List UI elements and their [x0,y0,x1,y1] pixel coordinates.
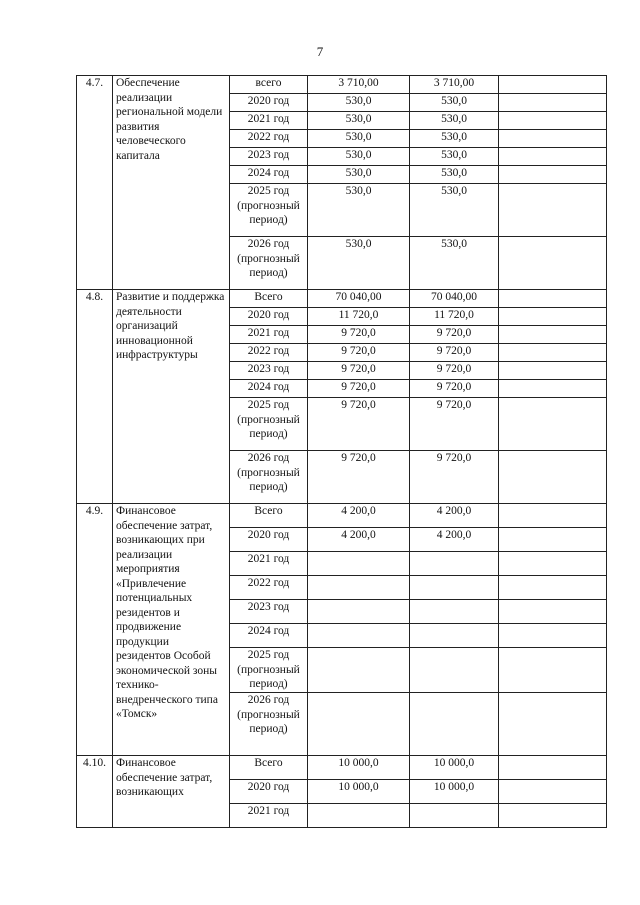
amount-cell: 530,0 [308,94,410,112]
amount-cell: 3 710,00 [410,76,499,94]
budget-table [76,75,607,828]
amount-cell: 70 040,00 [308,290,410,308]
amount-cell: 10 000,0 [410,756,499,780]
amount-cell: 11 720,0 [308,308,410,326]
empty-cell [499,362,607,380]
period-cell: 2023 год [230,148,308,166]
amount-cell: 530,0 [410,237,499,290]
amount-cell [410,600,499,624]
period-cell: 2022 год [230,130,308,148]
empty-cell [499,166,607,184]
empty-cell [499,94,607,112]
amount-cell [308,648,410,693]
amount-cell [308,576,410,600]
amount-cell: 10 000,0 [410,780,499,804]
period-cell: 2021 год [230,326,308,344]
empty-cell [499,112,607,130]
empty-cell [499,624,607,648]
empty-cell [499,184,607,237]
amount-cell: 10 000,0 [308,756,410,780]
amount-cell: 530,0 [308,237,410,290]
empty-cell [499,326,607,344]
empty-cell [499,648,607,693]
amount-cell: 530,0 [410,148,499,166]
amount-cell: 11 720,0 [410,308,499,326]
table-body [77,76,607,828]
item-name: Финансовое обеспечение затрат, возникающих при реализации мероприятия «Привлечение потенциальных резидентов и продвижение продукции резидентов Особой экономической зоны технико-внедренческого типа «Томск» [113,504,230,756]
empty-cell [499,552,607,576]
table-row [77,76,607,94]
empty-cell [499,756,607,780]
item-name: Финансовое обеспечение затрат, возникающих [113,756,230,828]
empty-cell [499,290,607,308]
amount-cell [308,600,410,624]
amount-cell: 530,0 [308,130,410,148]
item-name: Развитие и поддержка деятельности организаций инновационной инфраструктуры [113,290,230,504]
amount-cell: 530,0 [410,184,499,237]
period-cell: 2026 год (прогнозный период) [230,693,308,756]
amount-cell: 9 720,0 [410,398,499,451]
amount-cell: 9 720,0 [308,326,410,344]
period-cell: Всего [230,290,308,308]
amount-cell [410,804,499,828]
item-number: 4.9. [77,504,113,756]
period-cell: 2020 год [230,528,308,552]
amount-cell: 530,0 [410,112,499,130]
amount-cell: 9 720,0 [410,326,499,344]
period-cell: 2020 год [230,780,308,804]
period-cell: Всего [230,756,308,780]
amount-cell [410,693,499,756]
period-cell: 2025 год (прогнозный период) [230,648,308,693]
amount-cell: 70 040,00 [410,290,499,308]
empty-cell [499,528,607,552]
period-cell: 2024 год [230,624,308,648]
empty-cell [499,600,607,624]
period-cell: 2021 год [230,804,308,828]
period-cell: 2021 год [230,552,308,576]
item-number: 4.8. [77,290,113,504]
period-cell: 2023 год [230,600,308,624]
item-number: 4.7. [77,76,113,290]
page-number: 7 [316,44,324,59]
amount-cell: 530,0 [410,130,499,148]
amount-cell [410,576,499,600]
amount-cell [308,693,410,756]
period-cell: 2023 год [230,362,308,380]
period-cell: 2022 год [230,576,308,600]
amount-cell [410,648,499,693]
amount-cell: 530,0 [410,94,499,112]
amount-cell: 9 720,0 [308,380,410,398]
period-cell: 2024 год [230,380,308,398]
amount-cell: 4 200,0 [410,528,499,552]
amount-cell: 530,0 [308,112,410,130]
empty-cell [499,344,607,362]
amount-cell: 530,0 [308,148,410,166]
amount-cell [308,804,410,828]
amount-cell [308,552,410,576]
amount-cell: 9 720,0 [308,451,410,504]
empty-cell [499,576,607,600]
table-row [77,290,607,308]
empty-cell [499,76,607,94]
item-number: 4.10. [77,756,113,828]
amount-cell [410,624,499,648]
period-cell: 2022 год [230,344,308,362]
period-cell: Всего [230,504,308,528]
amount-cell: 3 710,00 [308,76,410,94]
amount-cell: 530,0 [308,184,410,237]
amount-cell: 4 200,0 [308,528,410,552]
empty-cell [499,148,607,166]
period-cell: 2026 год (прогнозный период) [230,451,308,504]
amount-cell: 9 720,0 [410,362,499,380]
amount-cell: 9 720,0 [410,344,499,362]
period-cell: 2024 год [230,166,308,184]
amount-cell: 530,0 [308,166,410,184]
table-row [77,756,607,780]
amount-cell: 9 720,0 [308,398,410,451]
period-cell: 2020 год [230,308,308,326]
empty-cell [499,780,607,804]
amount-cell: 9 720,0 [308,344,410,362]
period-cell: 2021 год [230,112,308,130]
empty-cell [499,504,607,528]
amount-cell: 9 720,0 [308,362,410,380]
amount-cell: 9 720,0 [410,380,499,398]
period-cell: всего [230,76,308,94]
empty-cell [499,308,607,326]
empty-cell [499,451,607,504]
amount-cell: 530,0 [410,166,499,184]
empty-cell [499,380,607,398]
period-cell: 2020 год [230,94,308,112]
empty-cell [499,237,607,290]
period-cell: 2026 год (прогнозный период) [230,237,308,290]
amount-cell: 10 000,0 [308,780,410,804]
period-cell: 2025 год (прогнозный период) [230,398,308,451]
amount-cell [308,624,410,648]
empty-cell [499,804,607,828]
amount-cell: 4 200,0 [308,504,410,528]
amount-cell: 4 200,0 [410,504,499,528]
amount-cell [410,552,499,576]
period-cell: 2025 год (прогнозный период) [230,184,308,237]
table-row [77,504,607,528]
item-name: Обеспечение реализации региональной модели развития человеческого капитала [113,76,230,290]
empty-cell [499,693,607,756]
empty-cell [499,398,607,451]
amount-cell: 9 720,0 [410,451,499,504]
empty-cell [499,130,607,148]
